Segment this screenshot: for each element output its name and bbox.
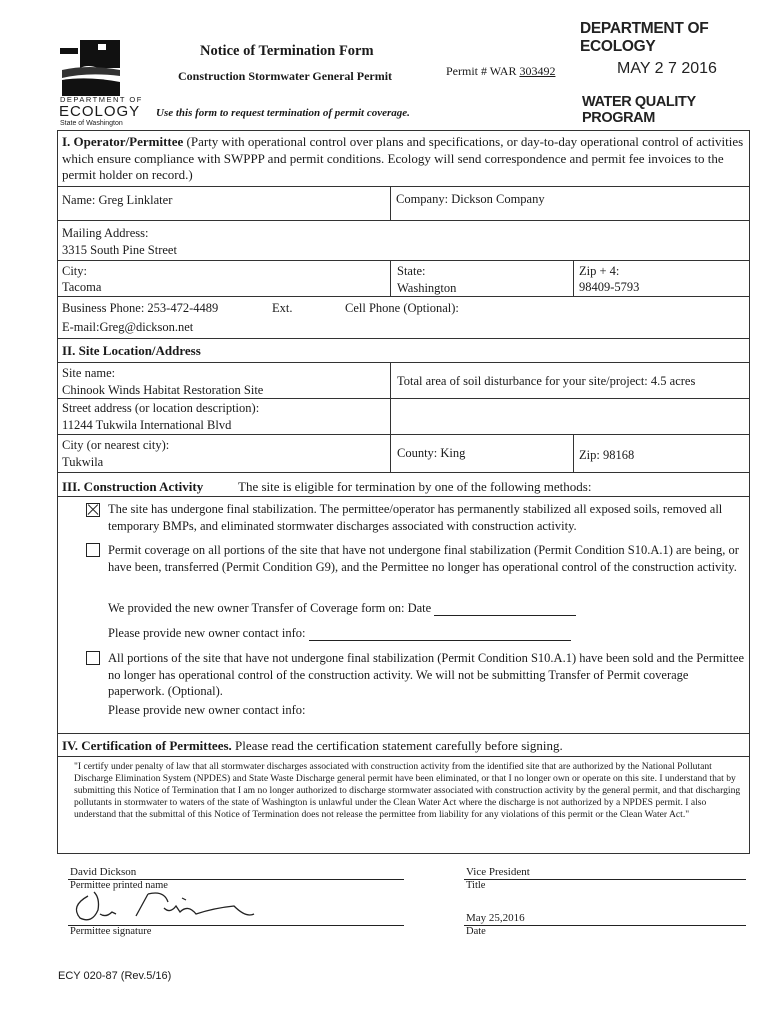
street-value: 11244 Tukwila International Blvd xyxy=(62,418,232,432)
form-title: Notice of Termination Form xyxy=(200,43,374,59)
site-city-label: City (or nearest city): xyxy=(62,438,170,452)
street-label: Street address (or location description): xyxy=(62,401,260,415)
logo-name-text: ECOLOGY xyxy=(59,103,141,120)
permit-label: Permit # WAR xyxy=(446,64,517,78)
form-id: ECY 020-87 (Rev.5/16) xyxy=(58,970,172,982)
soil-disturbance-area: Total area of soil disturbance for your site/project: 4.5 acres xyxy=(397,374,696,388)
site-county: County: King xyxy=(397,446,466,460)
permit-number xyxy=(446,64,555,79)
certification-statement: "I certify under penalty of law that all stormwater discharges associated with construction activity from the identified site that are authorized by the National Pollutant Discharge Elimination System (NPDES) and State Waste Discharge general permit have been eliminated, or that I no longer own or operate on this site. I understand that by submitting this Notice of Termination that I am no longer authorized to discharge stormwater associated with construction activity by the general permit, and that discharging pollutants in stormwater to waters of the state of Washington is unlawful under the Clean Water Act where the discharge is not authorized by a NPDES permit. I also understand that the submittal of this Notice of Termination does not release the permittee from liability for any violations of this permit or the Clean Water Act." xyxy=(74,761,741,820)
form-subtitle: Construction Stormwater General Permit xyxy=(178,69,393,83)
signature-label: Permittee signature xyxy=(70,926,152,937)
section4-header xyxy=(62,738,563,754)
section3-title: III. Construction Activity xyxy=(62,479,204,494)
ecology-logo xyxy=(58,38,138,98)
transfer-date-field[interactable] xyxy=(434,615,576,616)
state-label: State: xyxy=(397,264,426,278)
site-city-value: Tukwila xyxy=(62,455,104,469)
date-label: Date xyxy=(466,926,486,937)
email: E-mail:Greg@dickson.net xyxy=(62,320,194,334)
section4-title: IV. Certification of Permittees. xyxy=(62,738,232,753)
zip-label: Zip + 4: xyxy=(579,264,620,278)
state-value: Washington xyxy=(397,281,457,295)
transfer-date-line xyxy=(108,600,576,616)
new-owner-contact-field[interactable] xyxy=(309,640,571,641)
handwritten-signature xyxy=(64,884,264,928)
option1-text: The site has undergone final stabilization. The permittee/operator has permanently stabilized all exposed soils, removed all temporary BMPs, and eliminated stormwater discharges associated with construction activity. xyxy=(108,502,723,533)
site-name-value: Chinook Winds Habitat Restoration Site xyxy=(62,383,264,397)
new-owner-contact-label-2: Please provide new owner contact info: xyxy=(108,703,306,717)
mailing-value: 3315 South Pine Street xyxy=(62,243,177,257)
stamp-program: WATER QUALITY PROGRAM xyxy=(582,94,696,126)
section2-title: II. Site Location/Address xyxy=(62,343,201,358)
form-instruction: Use this form to request termination of permit coverage. xyxy=(156,107,410,119)
section1-title: I. Operator/Permittee xyxy=(62,134,184,149)
site-name-label: Site name: xyxy=(62,366,116,380)
option1-checkbox[interactable] xyxy=(86,503,100,517)
city-value: Tacoma xyxy=(62,280,102,294)
section3-intro: The site is eligible for termination by one of the following methods: xyxy=(238,479,592,494)
date-value: May 25,2016 xyxy=(466,912,525,924)
option3-text: All portions of the site that have not undergone final stabilization (Permit Condition S10.A.1) have been sold and the Permittee no longer has operational control of the construction activity. We will not be submitting Transfer of Permit coverage paperwork. (Optional). xyxy=(108,651,745,698)
logo-state-text: State of Washington xyxy=(60,120,123,127)
zip-value: 98409-5793 xyxy=(579,280,640,294)
washington-state-icon xyxy=(58,38,138,98)
transfer-date-label: We provided the new owner Transfer of Coverage form on: Date xyxy=(108,601,432,615)
section1-description: (Party with operational control over plans and specifications, or day-to-day operational control of activities which ensure compliance with SWPPP and permit conditions. Ecology will send correspondence and permit fee invoices to the permit holder on record.) xyxy=(62,134,744,182)
stamp-department: DEPARTMENT OF ECOLOGY xyxy=(580,20,709,55)
new-owner-contact-line xyxy=(108,625,571,641)
business-phone: Business Phone: 253-472-4489 xyxy=(62,301,219,315)
section1-header xyxy=(62,134,746,184)
option2-checkbox[interactable] xyxy=(86,543,100,557)
section4-instruction: Please read the certification statement carefully before signing. xyxy=(235,738,563,753)
phone-ext: Ext. xyxy=(272,301,293,315)
printed-name-label: Permittee printed name xyxy=(70,880,168,891)
permit-value: 303492 xyxy=(519,64,556,78)
operator-name: Name: Greg Linklater xyxy=(62,193,173,207)
site-zip: Zip: 98168 xyxy=(579,448,635,462)
printed-name-value: David Dickson xyxy=(70,866,137,878)
title-value: Vice President xyxy=(466,866,530,878)
cell-phone: Cell Phone (Optional): xyxy=(345,301,459,315)
logo-dept-text: DEPARTMENT OF xyxy=(60,95,143,104)
mailing-label: Mailing Address: xyxy=(62,226,149,240)
operator-company: Company: Dickson Company xyxy=(396,192,545,206)
title-label: Title xyxy=(466,880,486,891)
option2-text: Permit coverage on all portions of the site that have not undergone final stabilization (Permit Condition S10.A.1) are being, or have been, transferred (Permit Condition G9), and the Permittee no longer has operational control of the construction activity. xyxy=(108,543,739,574)
city-label: City: xyxy=(62,264,88,278)
stamp-date: MAY 2 7 2016 xyxy=(617,60,717,77)
new-owner-contact-label: Please provide new owner contact info: xyxy=(108,626,306,640)
option3-checkbox[interactable] xyxy=(86,651,100,665)
